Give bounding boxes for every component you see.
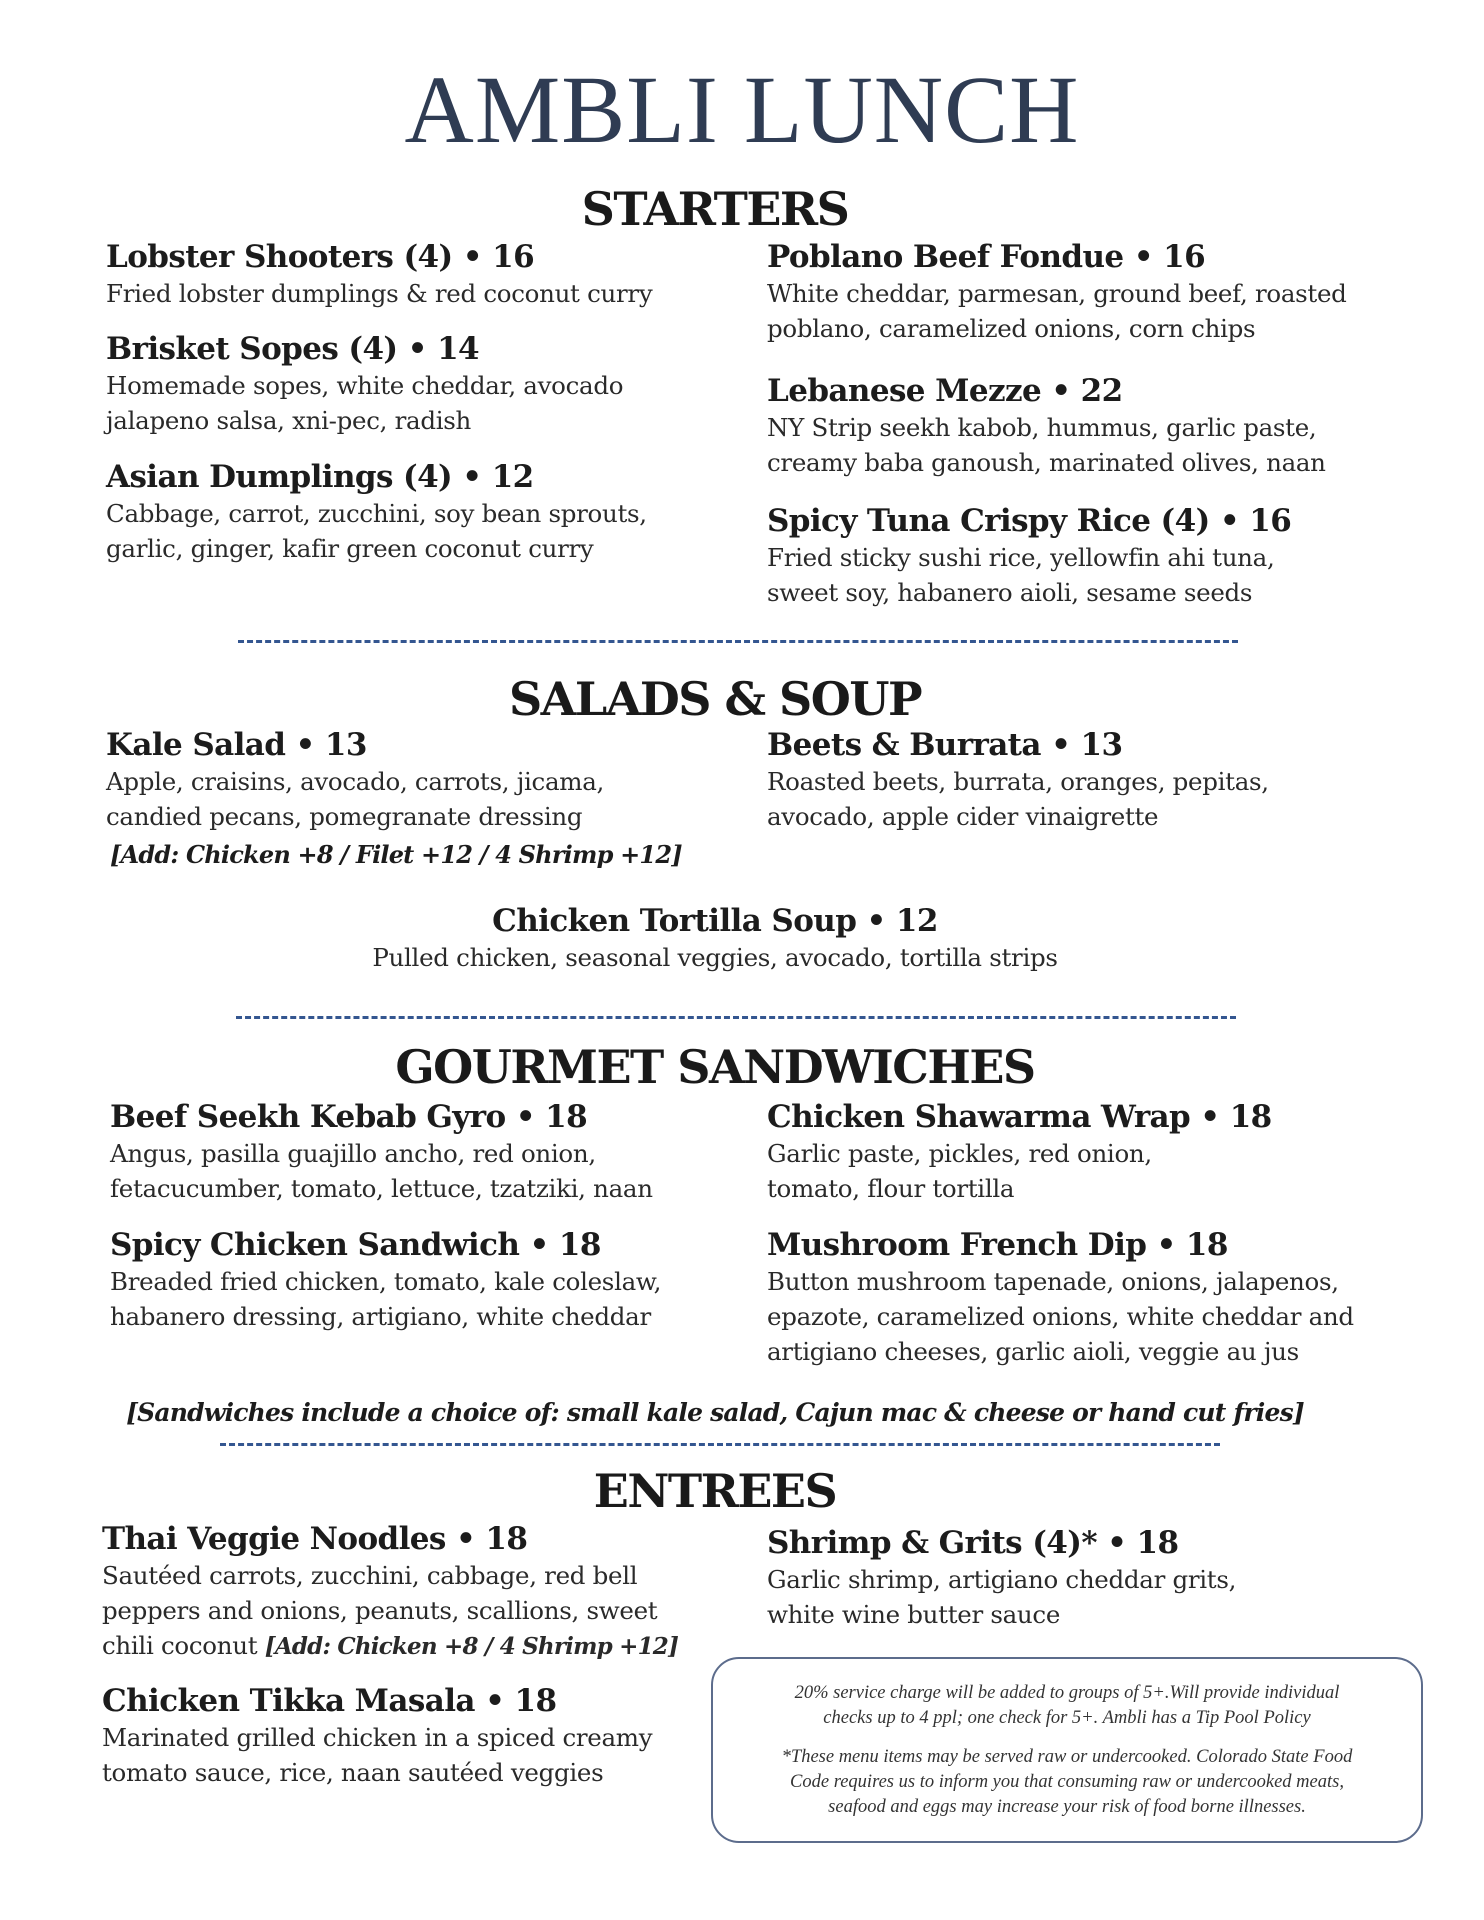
item-description: Roasted beets, burrata, oranges, pepitas,	[767, 766, 1269, 796]
item-description: Fried sticky sushi rice, yellowfin ahi tuna,	[767, 542, 1275, 572]
item-description: Pulled chicken, seasonal veggies, avocado, tortilla strips	[372, 942, 1058, 972]
notice-line: 20% service charge will be added to groups of 5+.Will provide individual	[794, 1683, 1340, 1703]
item-description: creamy baba ganoush, marinated olives, naan	[767, 447, 1326, 477]
menu-item	[110, 1100, 653, 1206]
item-description: candied pecans, pomegranate dressing	[106, 801, 583, 831]
item-description: poblano, caramelized onions, corn chips	[767, 313, 1256, 343]
menu-item	[767, 240, 1347, 346]
item-name: Beets & Burrata • 13	[767, 727, 1123, 763]
item-description: sweet soy, habanero aioli, sesame seeds	[767, 577, 1253, 607]
item-description: Cabbage, carrot, zucchini, soy bean sprouts,	[106, 498, 647, 528]
add-on-note: [Add: Chicken +8 / Filet +12 / 4 Shrimp +12]	[110, 839, 682, 869]
item-description	[102, 1628, 678, 1664]
item-description: Angus, pasilla guajillo ancho, red onion,	[110, 1138, 596, 1168]
item-name: Chicken Tikka Masala • 18	[102, 1683, 557, 1719]
item-description: Marinated grilled chicken in a spiced creamy	[102, 1722, 653, 1752]
item-name: Spicy Tuna Crispy Rice (4) • 16	[767, 503, 1292, 539]
item-description: Breaded fried chicken, tomato, kale coleslaw,	[110, 1266, 662, 1296]
item-description: White cheddar, parmesan, ground beef, roasted	[767, 278, 1347, 308]
item-description: avocado, apple cider vinaigrette	[767, 801, 1159, 831]
menu-item-centered	[0, 904, 1430, 975]
item-description: artigiano cheeses, garlic aioli, veggie au jus	[767, 1336, 1299, 1366]
item-description: fetacucumber, tomato, lettuce, tzatziki, naan	[110, 1173, 653, 1203]
item-description: habanero dressing, artigiano, white cheddar	[110, 1301, 651, 1331]
item-description: tomato, flour tortilla	[767, 1173, 1015, 1203]
item-description: white wine butter sauce	[767, 1599, 1061, 1629]
raw-food-warning	[731, 1745, 1403, 1820]
item-name: Poblano Beef Fondue • 16	[767, 239, 1206, 275]
item-description: Sautéed carrots, zucchini, cabbage, red bell	[102, 1560, 638, 1590]
item-description: jalapeno salsa, xni-pec, radish	[106, 405, 471, 435]
menu-item	[767, 1526, 1236, 1632]
menu-item	[106, 240, 652, 311]
legal-notice-box	[711, 1657, 1423, 1843]
section-heading-starters: STARTERS	[581, 182, 849, 236]
notice-line: seafood and eggs may increase your risk of food borne illnesses.	[828, 1797, 1306, 1817]
section-divider	[220, 1443, 1220, 1446]
sandwich-sides-note: [Sandwiches include a choice of: small kale salad, Cajun mac & cheese or hand cut fries]	[126, 1398, 1304, 1427]
item-name: Chicken Tortilla Soup • 12	[492, 903, 938, 939]
menu-item	[767, 504, 1291, 610]
item-description: Apple, craisins, avocado, carrots, jicama,	[106, 766, 605, 796]
service-charge-notice	[731, 1681, 1403, 1731]
item-description: peppers and onions, peanuts, scallions, sweet	[102, 1595, 658, 1625]
item-name: Brisket Sopes (4) • 14	[106, 331, 480, 367]
item-name: Asian Dumplings (4) • 12	[106, 459, 534, 495]
notice-line: *These menu items may be served raw or undercooked. Colorado State Food	[781, 1747, 1353, 1767]
item-description: Garlic paste, pickles, red onion,	[767, 1138, 1152, 1168]
item-description: epazote, caramelized onions, white cheddar and	[767, 1301, 1354, 1331]
menu-item	[102, 1522, 678, 1664]
menu-item	[767, 728, 1269, 834]
menu-item	[767, 1228, 1354, 1369]
notice-line: Code requires us to inform you that consuming raw or undercooked meats,	[790, 1772, 1344, 1792]
item-description: Fried lobster dumplings & red coconut curry	[106, 278, 653, 308]
section-heading-entrees: ENTREES	[593, 1464, 837, 1518]
menu-item	[102, 1684, 652, 1790]
section-heading-salads: SALADS & SOUP	[508, 672, 922, 726]
item-name: Chicken Shawarma Wrap • 18	[767, 1099, 1272, 1135]
add-on-note: [Add: Chicken +8 / 4 Shrimp +12]	[264, 1632, 679, 1660]
item-name: Shrimp & Grits (4)* • 18	[767, 1525, 1179, 1561]
item-description: tomato sauce, rice, naan sautéed veggies	[102, 1757, 604, 1787]
menu-item	[106, 460, 647, 566]
item-description-text: chili coconut	[102, 1630, 258, 1660]
item-name: Beef Seekh Kebab Gyro • 18	[110, 1099, 588, 1135]
menu-item	[110, 1228, 661, 1334]
item-name: Lobster Shooters (4) • 16	[106, 239, 535, 275]
menu-item	[106, 332, 623, 438]
item-description: Garlic shrimp, artigiano cheddar grits,	[767, 1564, 1237, 1594]
section-divider	[236, 1016, 1236, 1019]
item-description: NY Strip seekh kabob, hummus, garlic paste,	[767, 412, 1317, 442]
item-description: Button mushroom tapenade, onions, jalapenos,	[767, 1266, 1339, 1296]
notice-line: checks up to 4 ppl; one check for 5+. Ambli has a Tip Pool Policy	[823, 1708, 1311, 1728]
item-description: garlic, ginger, kafir green coconut curry	[106, 533, 594, 563]
item-description: Homemade sopes, white cheddar, avocado	[106, 370, 624, 400]
item-name: Thai Veggie Noodles • 18	[102, 1521, 528, 1557]
item-name: Kale Salad • 13	[106, 727, 367, 763]
section-heading-sandwiches: GOURMET SANDWICHES	[395, 1040, 1035, 1094]
menu-item	[767, 1100, 1272, 1206]
menu-item	[106, 728, 682, 869]
section-divider	[238, 640, 1238, 643]
item-name: Spicy Chicken Sandwich • 18	[110, 1227, 601, 1263]
menu-title: AMBLI LUNCH	[404, 56, 1080, 163]
item-name: Lebanese Mezze • 22	[767, 373, 1123, 409]
menu-item	[767, 374, 1326, 480]
item-name: Mushroom French Dip • 18	[767, 1227, 1228, 1263]
